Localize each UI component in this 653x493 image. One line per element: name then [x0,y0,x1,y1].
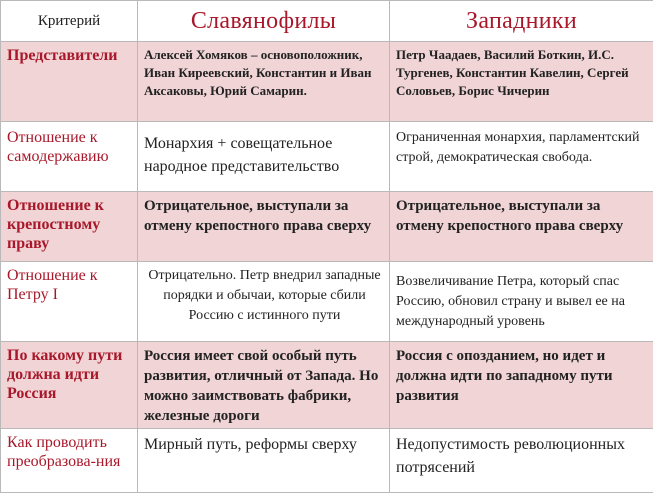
table-row-path [1,342,653,429]
table-row-autocracy [1,122,653,192]
slavophiles-cell: Отрицательно. Петр внедрил западные порядки и обычаи, которые сбили Россию с истинного пути [138,262,390,342]
header-criterion: Критерий [1,1,138,42]
table-row-peter [1,262,653,342]
row-label: Представители [1,42,138,122]
westerners-cell: Возвеличивание Петра, который спас Россию, обновил страну и вывел ее на международный уровень [390,262,653,342]
table-row-reforms [1,429,653,493]
slavophiles-cell: Монархия + совещательное народное представительство [138,122,390,192]
slavophiles-cell: Отрицательное, выступали за отмену крепостного права сверху [138,192,390,262]
westerners-cell: Ограниченная монархия, парламентский строй, демократическая свобода. [390,122,653,192]
row-label: Как проводить преобразова-ния [1,429,138,493]
westerners-cell: Россия с опозданием, но идет и должна идти по западному пути развития [390,342,653,429]
westerners-cell: Отрицательное, выступали за отмену крепостного права сверху [390,192,653,262]
table-row-serfdom [1,192,653,262]
header-westerners: Западники [390,1,653,42]
slavophiles-cell: Мирный путь, реформы сверху [138,429,390,493]
slavophiles-cell: Алексей Хомяков – основоположник, Иван Киреевский, Константин и Иван Аксаковы, Юрий Самарин. [138,42,390,122]
westerners-cell: Петр Чаадаев, Василий Боткин, И.С. Тургенев, Константин Кавелин, Сергей Соловьев, Борис Чичерин [390,42,653,122]
row-label: Отношение к самодержавию [1,122,138,192]
header-slavophiles: Славянофилы [138,1,390,42]
row-label: Отношение к Петру I [1,262,138,342]
row-label: По какому пути должна идти Россия [1,342,138,429]
slavophiles-cell: Россия имеет свой особый путь развития, отличный от Запада. Но можно заимствовать фабрики, железные дороги [138,342,390,429]
westerners-cell: Недопустимость революционных потрясений [390,429,653,493]
row-label: Отношение к крепостному праву [1,192,138,262]
header-row [1,1,653,42]
table-row-representatives [1,42,653,122]
